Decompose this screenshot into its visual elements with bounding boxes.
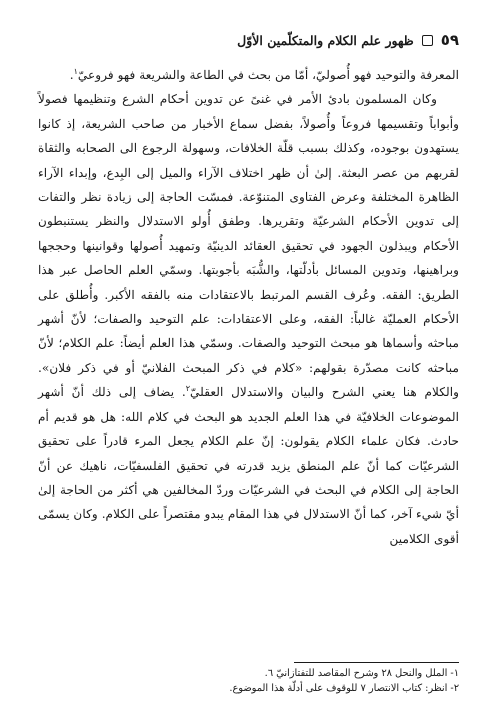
- paragraph-1-end: .: [69, 68, 74, 82]
- page-number: ٥٩: [440, 31, 459, 49]
- page-header: [38, 28, 459, 52]
- footnote-2: ٢- انظر: كتاب الانتصار ٧ للوقوف على أدلّة هذا الموضوع.: [229, 683, 459, 694]
- paragraph-2: [38, 87, 459, 551]
- footnote-ref-1: ١: [73, 66, 78, 76]
- footnote-1: ١- الملل والنحل ٢٨ وشرح المقاصد للتفتازانيّ ٦.: [264, 668, 459, 679]
- running-title: ظهور علم الكلام والمتكلّمين الأوّل: [237, 32, 414, 48]
- paragraph-2-continuation: . يضاف إلى ذلك أنّ أشهر الموضوعات الخلافيّة في هذا العلم الجديد هو البحث في كلام الله: هل هو قديم أم حادث. فكان علماء الكلام يقولون: إنّ علم الكلام يجعل المرء قادراً على تحقيق الشرعيّات كما أنّ علم المنطق يزيد قدرته في تحقيق الفلسفيّات، ناهيك عن أنّ الحاجة إلى الكلام في البحث في الشرعيّات وردّ المخالفين هي أكثر من الحاجة إلىٰ أيّ شيء آخر، كما أنّ الاستدلال في هذا المقام يبدو مقتصراً على الكلام. وكان يسمّى أقوى الكلامين: [38, 385, 459, 546]
- paragraph-1-text: المعرفة والتوحيد فهو أُصوليّ، أمّا من بحث في الطاعة والشريعة فهو فروعيّ: [77, 68, 459, 82]
- footnote-divider: [294, 662, 459, 663]
- paragraph-1: [38, 63, 459, 87]
- book-page: [38, 0, 459, 706]
- footnote-ref-2: ٢: [185, 384, 191, 394]
- square-ornament-icon: [422, 35, 433, 46]
- main-text: [38, 63, 459, 551]
- paragraph-2-text: وكان المسلمون بادئ الأمر في غنىً عن تدوين أحكام الشرع وتنظيمها فصولاً وأبواباً وتقسيمها فروعاً وأُصولاً، بفضل سماع الأخبار من صاحب الشريعة، إذ كانوا يستهدون بوجوده، وكذلك بسبب قلّة الخلافات، وسهولة الرجوع الى الصحابه والثقاة لقربهم من عصر البعثة. إلىٰ أن ظهر اختلاف الآراء والميل إلى البِدع، وإبداء الآراء الظاهرة المختلفة وعرض الفتاوى المتنوّعة. فمسّت الحاجة إلى زيادة نظر والتفات إلى تدوين الأحكام الشرعيّة وتقريرها. وطفق أُولو الاستدلال والنظر يستنبطون الأحكام ويبذلون الجهود في تحقيق العقائد الدينيّة وتمهيد أُصولها وقوانينها وحججها وبراهينها، وتدوين المسائل بأدلّتها، والشُّبَه بأجوبتها. وسمّي العلم الحاصل عبر هذا الطريق: الفقه. وعُرف القسم المرتبط بالاعتقادات منه بالفقه الأكبر. وأُطلق على الأحكام العمليّة غالباً: الفقه، وعلى الاعتقادات: علم التوحيد والصفات؛ لأنّ أشهر مباحثه وأسماها هو مبحث التوحيد والصفات. وسمّي هذا العلم أيضاً: علم الكلام؛ لأنّ مباحثه كانت مصدّرة بقولهم: «كلام في ذكر المبحث الفلانيّ أو في ذكر فلان». والكلام هنا يعني الشرح والبيان والاستدلال العقليّ: [38, 92, 459, 400]
- footnotes: [38, 666, 459, 696]
